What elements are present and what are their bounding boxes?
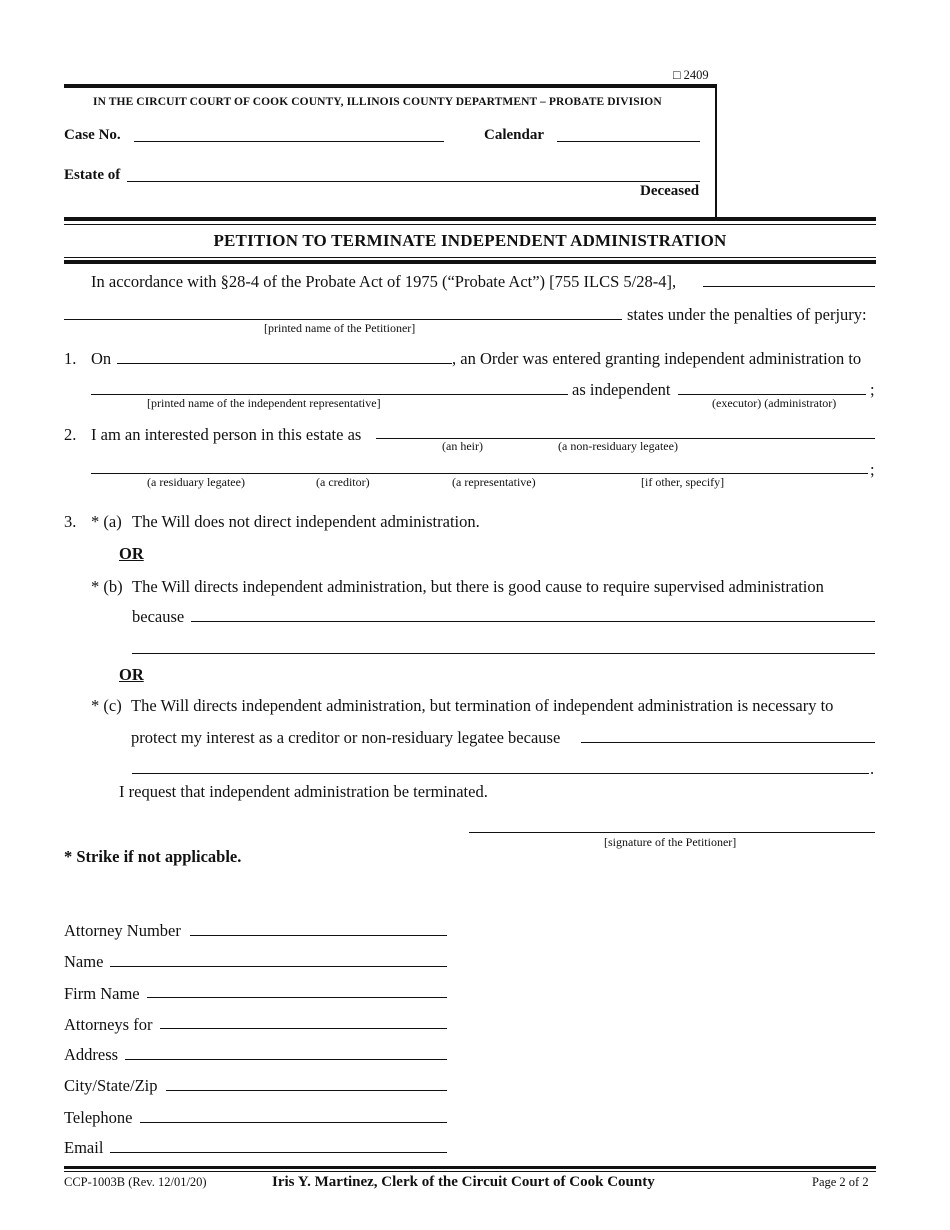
footer-rule-thick [64,1166,876,1169]
item3b-text: The Will directs independent administration, but there is good cause to require supervised administration [132,577,824,596]
representative-caption: [printed name of the independent representative] [147,396,381,410]
caption-non-residuary: (a non-residuary legatee) [558,439,678,453]
necessity-field-line1[interactable] [581,742,875,743]
footer-clerk: Iris Y. Martinez, Clerk of the Circuit Court of Cook County [272,1174,655,1190]
item2-number: 2. [64,425,77,444]
item3a-text: The Will does not direct independent administration. [132,512,480,531]
calendar-label: Calendar [484,127,544,143]
form-number-box: □ 2409 [673,68,709,82]
telephone-label: Telephone [64,1108,133,1127]
email-field[interactable] [110,1152,447,1153]
item3c-marker: * (c) [91,696,122,715]
footer-form-id: CCP-1003B (Rev. 12/01/20) [64,1175,207,1189]
request-text: I request that independent administration be terminated. [119,782,488,801]
item3-number: 3. [64,512,77,531]
firm-name-field[interactable] [147,997,447,998]
footer-rule-thin [64,1171,876,1172]
item3a-marker: * (a) [91,512,122,531]
footer-page-number: Page 2 of 2 [812,1175,869,1189]
telephone-field[interactable] [140,1122,447,1123]
intro-text: In accordance with §28-4 of the Probate Act of 1975 (“Probate Act”) [755 ILCS 5/28-4], [91,272,677,291]
attorneys-for-label: Attorneys for [64,1015,153,1034]
caption-other: [if other, specify] [641,475,725,489]
address-field[interactable] [125,1059,447,1060]
item1-order-text: , an Order was entered granting independent administration to [452,349,862,368]
firm-name-label: Firm Name [64,984,140,1003]
email-label: Email [64,1138,104,1157]
header-top-rule [64,84,717,88]
item2-semicolon: ; [870,460,875,479]
item3c-text: The Will directs independent administration, but termination of independent administration is necessary to [131,696,834,715]
city-state-zip-label: City/State/Zip [64,1076,158,1095]
address-label: Address [64,1045,119,1064]
case-no-field[interactable] [134,141,444,142]
item1-semicolon: ; [870,380,875,399]
court-heading: IN THE CIRCUIT COURT OF COOK COUNTY, ILLINOIS COUNTY DEPARTMENT – PROBATE DIVISION [93,96,662,108]
header-right-rule [715,84,717,218]
item3c-text2: protect my interest as a creditor or non-residuary legatee because [131,728,561,747]
petitioner-field-part1[interactable] [703,286,875,287]
or-separator-1: OR [119,544,144,563]
signature-caption: [signature of the Petitioner] [604,835,737,849]
order-date-field[interactable] [117,363,452,364]
attorneys-for-field[interactable] [160,1028,447,1029]
necessity-field-line2[interactable] [132,773,869,774]
title-bottom-rule-thin [64,257,876,258]
title-top-rule-thick [64,217,876,221]
deceased-label: Deceased [640,183,700,199]
caption-residuary: (a residuary legatee) [147,475,245,489]
petitioner-name-field[interactable] [64,319,622,320]
role-caption: (executor) (administrator) [712,396,837,410]
item2-text: I am an interested person in this estate as [91,425,362,444]
estate-of-label: Estate of [64,167,121,183]
attorney-number-label: Attorney Number [64,921,181,940]
case-no-label: Case No. [64,127,121,143]
role-field[interactable] [678,394,866,395]
signature-field[interactable] [469,832,875,833]
item1-number: 1. [64,349,77,368]
item3b-marker: * (b) [91,577,123,596]
title-bottom-rule-thick [64,260,876,264]
as-independent-label: as independent [572,380,671,399]
attorney-name-field[interactable] [110,966,447,967]
or-separator-2: OR [119,665,144,684]
petitioner-caption: [printed name of the Petitioner] [264,321,416,335]
cause-field-line2[interactable] [132,653,875,654]
estate-of-field[interactable] [127,181,700,182]
page-title: PETITION TO TERMINATE INDEPENDENT ADMINISTRATION [213,231,727,250]
states-text: states under the penalties of perjury: [627,305,867,324]
item3b-because: because [132,607,185,626]
title-top-rule-thin [64,224,876,225]
item3c-period: . [870,759,875,778]
cause-field-line1[interactable] [191,621,875,622]
interest-field-line2[interactable] [91,473,868,474]
attorney-number-field[interactable] [190,935,447,936]
caption-creditor: (a creditor) [316,475,370,489]
strike-note: * Strike if not applicable. [64,847,242,866]
item1-on-label: On [91,349,112,368]
caption-heir: (an heir) [442,439,483,453]
attorney-name-label: Name [64,952,104,971]
caption-representative: (a representative) [452,475,536,489]
calendar-field[interactable] [557,141,700,142]
representative-name-field[interactable] [91,394,568,395]
city-state-zip-field[interactable] [166,1090,447,1091]
